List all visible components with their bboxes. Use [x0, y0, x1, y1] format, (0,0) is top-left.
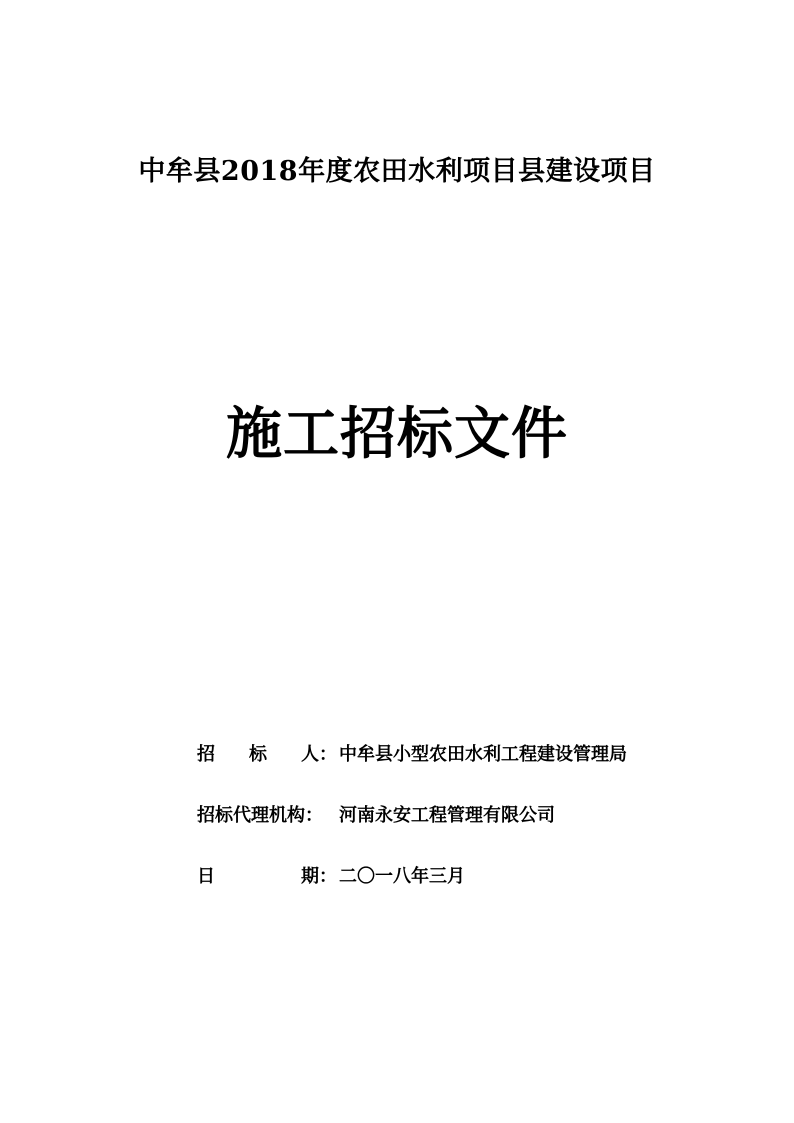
- info-row-tenderer: [197, 742, 757, 803]
- date-label-char: 期：: [301, 866, 337, 887]
- info-row-date: [197, 864, 757, 925]
- agency-label: [197, 803, 337, 829]
- tenderer-value: 中牟县小型农田水利工程建设管理局: [339, 744, 627, 765]
- agency-value: 河南永安工程管理有限公司: [339, 805, 555, 826]
- date-label-char: 日: [197, 866, 215, 887]
- date-value: 二〇一八年三月: [339, 866, 465, 887]
- document-title: 施工招标文件: [226, 401, 568, 467]
- project-title: 中牟县2018年度农田水利项目县建设项目: [138, 156, 656, 187]
- tenderer-label-char: 标: [249, 744, 267, 765]
- tenderer-label-char: 招: [197, 744, 215, 765]
- cover-info-block: [197, 742, 757, 925]
- info-row-agency: [197, 803, 757, 864]
- date-label: [197, 864, 337, 890]
- tenderer-label-char: 人：: [301, 744, 337, 765]
- agency-label-text: 招标代理机构：: [197, 805, 323, 826]
- tenderer-label: [197, 742, 337, 768]
